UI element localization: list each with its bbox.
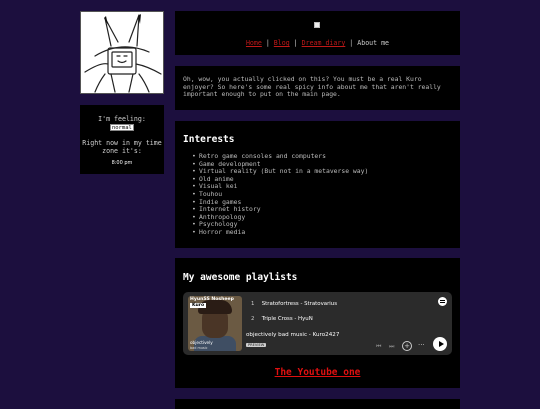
interests-heading: Interests bbox=[183, 134, 235, 145]
list-item: • Retro game consoles and computers bbox=[199, 153, 368, 161]
preview-badge: PREVIEW bbox=[248, 343, 265, 347]
main-nav bbox=[175, 39, 460, 47]
intro-panel bbox=[175, 66, 460, 110]
playlists-panel bbox=[175, 258, 460, 388]
list-item: • Old anime bbox=[199, 176, 368, 184]
cover-text: HyunSS Nosheep bbox=[190, 297, 234, 302]
spotify-icon[interactable] bbox=[438, 297, 447, 306]
playlist-title[interactable]: objectively bad music - Kuro2427 bbox=[246, 332, 340, 338]
cover-text: objectively bbox=[190, 340, 213, 345]
local-time: 8:00 pm bbox=[111, 160, 133, 166]
avatar-drawing bbox=[80, 11, 164, 94]
track-row[interactable] bbox=[251, 301, 337, 307]
more-horizontal-icon[interactable]: ··· bbox=[418, 341, 425, 349]
intro-text: Oh, wow, you actually clicked on this? You must be a real Kuro enjoyer? So here's some real spicy info about me that aren't really important enough to put on the main page. bbox=[183, 75, 441, 99]
cover-text: bad music bbox=[190, 346, 208, 350]
track-row[interactable] bbox=[251, 316, 313, 322]
avatar-sketch bbox=[81, 12, 163, 93]
skip-forward-icon[interactable]: ⏭ bbox=[389, 343, 395, 350]
mood-badge: normal bbox=[110, 124, 134, 131]
playlists-heading: My awesome playlists bbox=[183, 272, 298, 283]
add-circle-icon[interactable]: + bbox=[402, 341, 412, 351]
nav-separator: | bbox=[349, 39, 354, 47]
nav-home-link[interactable]: Home bbox=[245, 39, 262, 47]
list-item: • Virtual reality (But not in a metaverse way) bbox=[199, 168, 368, 176]
nav-separator: | bbox=[265, 39, 270, 47]
track-number: 1 bbox=[251, 301, 255, 307]
list-item: • Anthropology bbox=[199, 214, 368, 222]
cover-text: Kuro bbox=[192, 303, 205, 308]
next-panel bbox=[175, 399, 460, 409]
track-title: Stratofortress - Stratovarius bbox=[261, 301, 338, 307]
list-item: • Visual kei bbox=[199, 183, 368, 191]
status-panel bbox=[80, 105, 164, 174]
broken-image-icon bbox=[314, 22, 320, 28]
timezone-label: Right now in my time zone it's: bbox=[82, 139, 162, 155]
skip-back-icon[interactable]: ⏮ bbox=[376, 343, 382, 350]
list-item: • Horror media bbox=[199, 229, 368, 237]
nav-blog-link[interactable]: Blog bbox=[273, 39, 290, 47]
youtube-playlist-link[interactable]: The Youtube one bbox=[274, 367, 361, 378]
site-header bbox=[175, 11, 460, 55]
spotify-embed[interactable] bbox=[183, 292, 452, 355]
track-number: 2 bbox=[251, 316, 255, 322]
interests-list bbox=[199, 153, 368, 237]
nav-current-page: About me bbox=[357, 39, 390, 47]
feeling-label: I'm feeling: bbox=[98, 115, 146, 123]
playlist-cover bbox=[188, 296, 242, 351]
list-item: • Internet history bbox=[199, 206, 368, 214]
nav-dream-diary-link[interactable]: Dream diary bbox=[301, 39, 346, 47]
list-item: • Indie games bbox=[199, 199, 368, 207]
play-button[interactable] bbox=[433, 337, 447, 351]
interests-panel bbox=[175, 121, 460, 248]
track-title: Triple Cross - HyuN bbox=[261, 316, 313, 322]
nav-separator: | bbox=[293, 39, 298, 47]
list-item: • Psychology bbox=[199, 221, 368, 229]
list-item: • Game development bbox=[199, 161, 368, 169]
list-item: • Touhou bbox=[199, 191, 368, 199]
